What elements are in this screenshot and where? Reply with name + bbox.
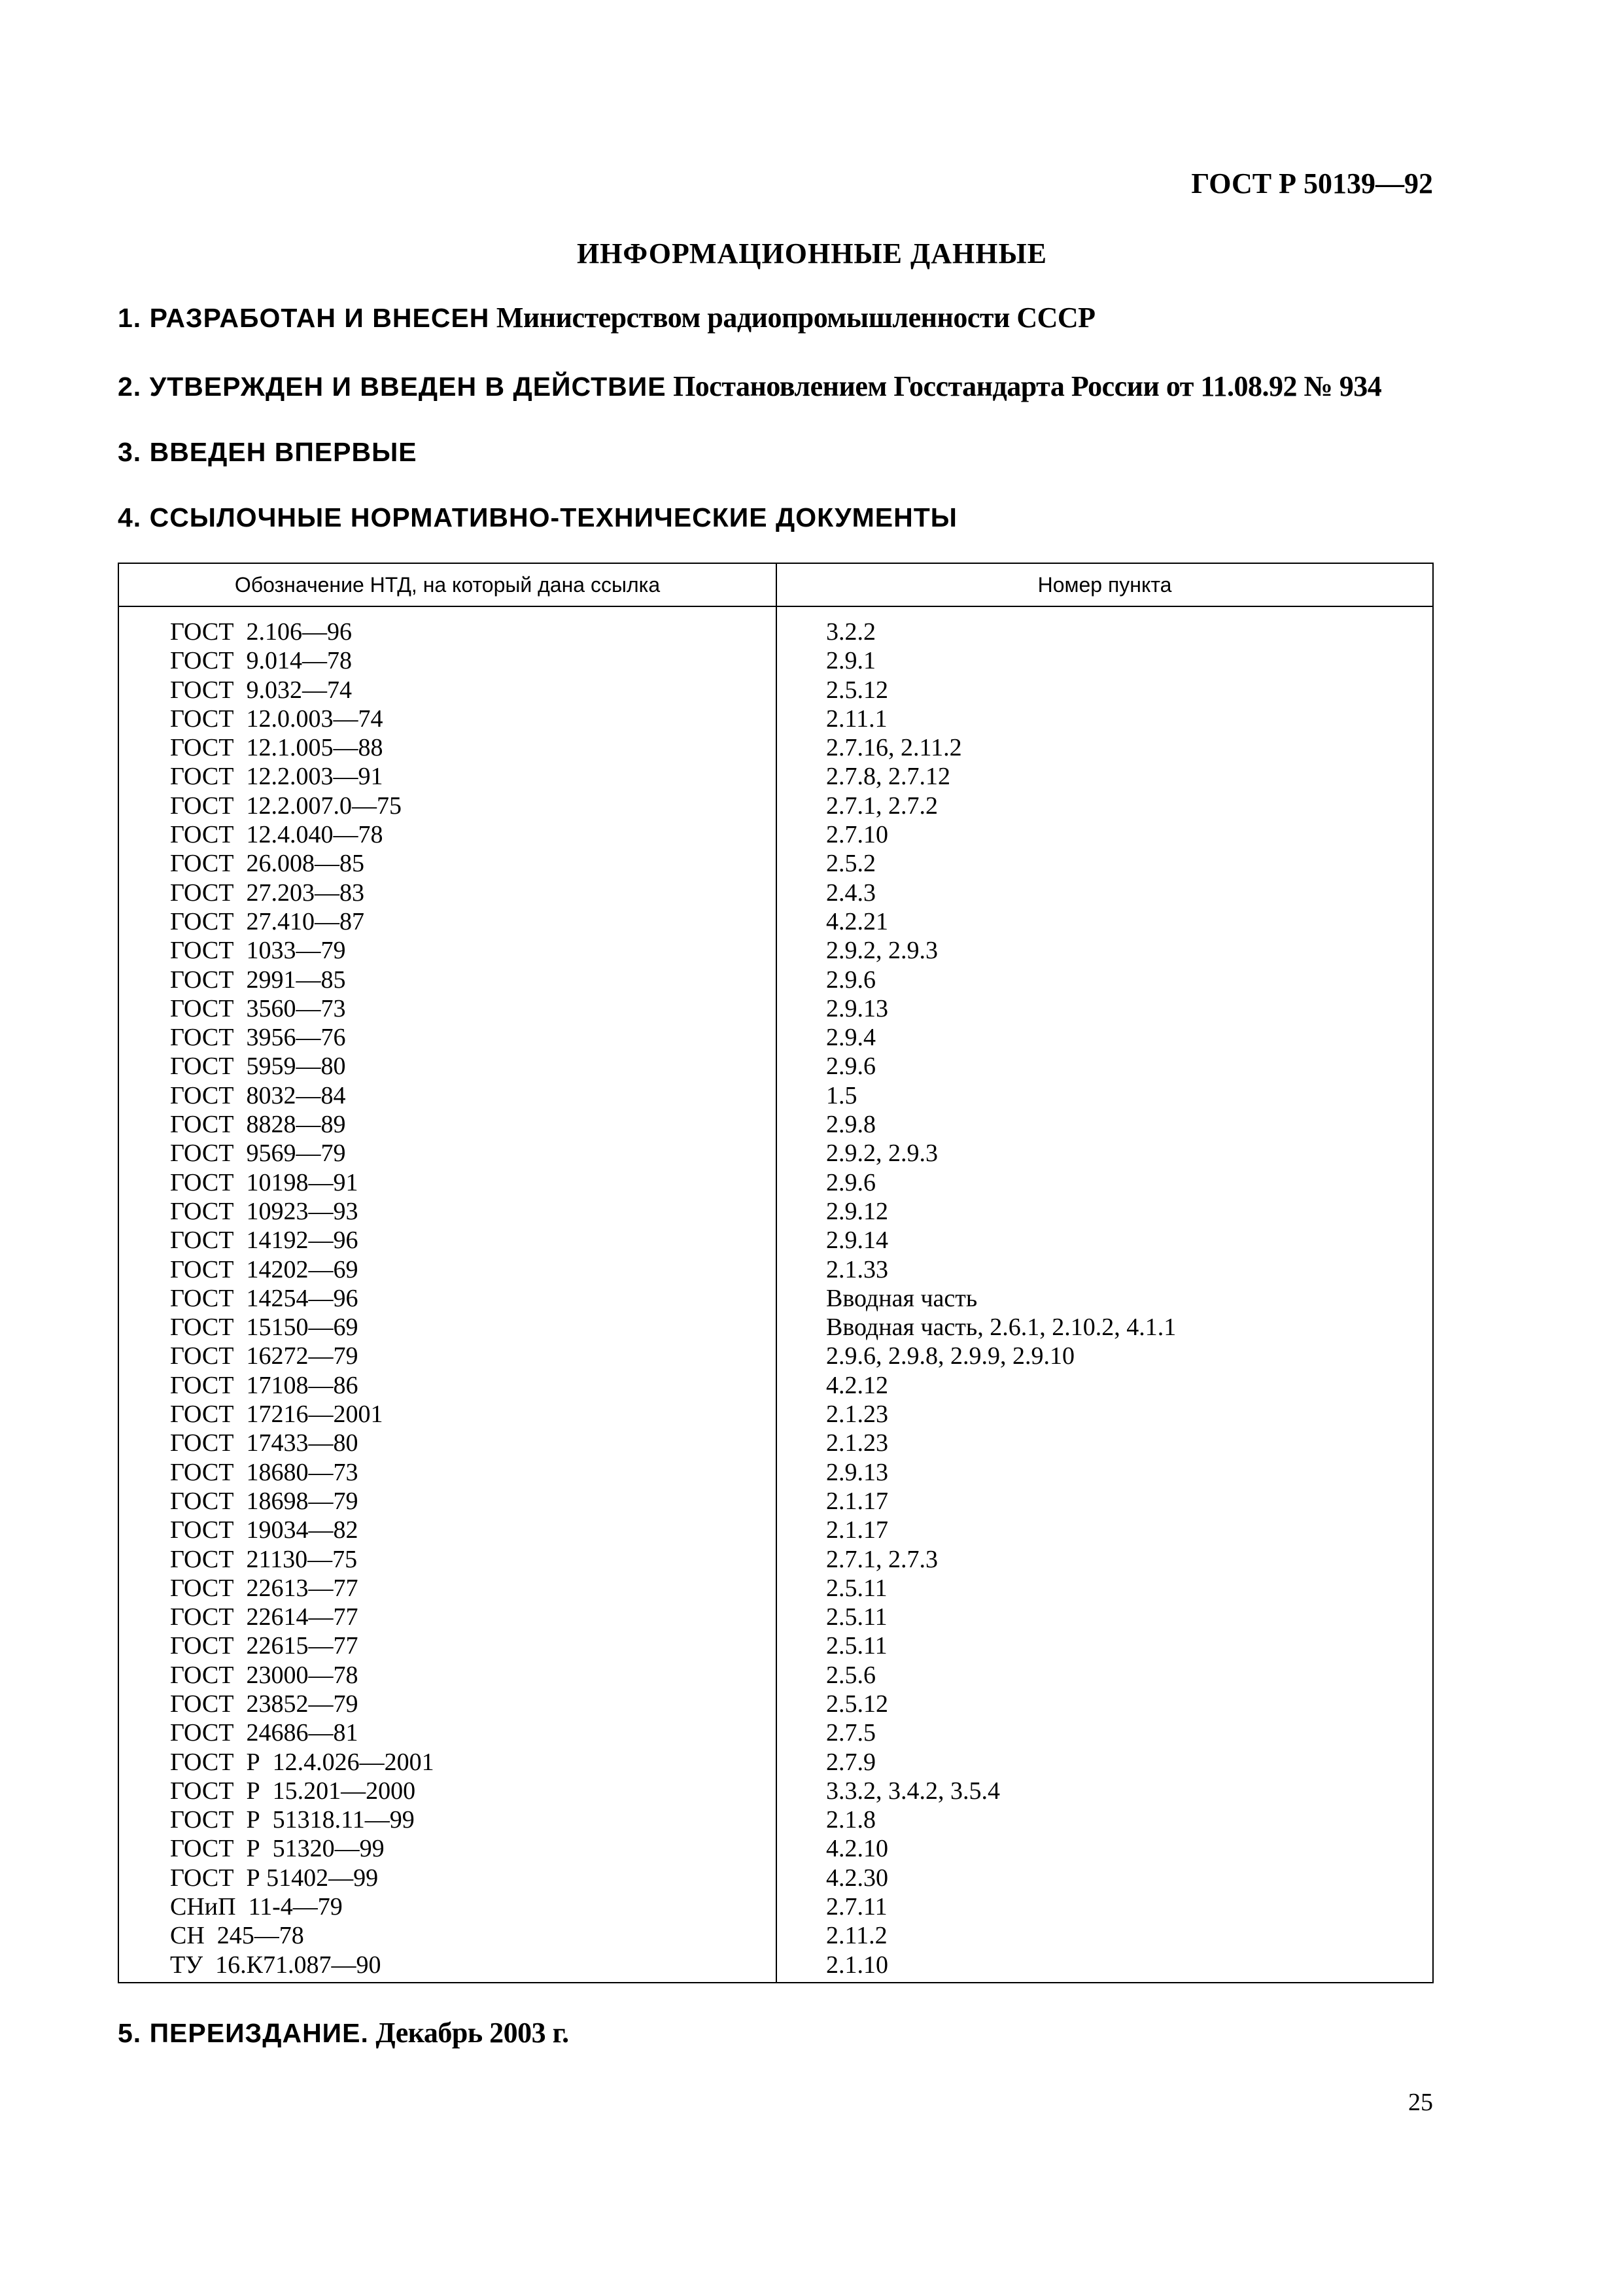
- table-row: [119, 1777, 1432, 1805]
- table-cell-designation: ГОСТ 9569—79: [170, 1139, 346, 1168]
- table-cell-designation: ГОСТ 18698—79: [170, 1487, 358, 1515]
- table-cell-clause: 2.9.13: [826, 994, 888, 1022]
- table-cell-clause: 4.2.12: [826, 1371, 888, 1399]
- table-cell-clause: 2.9.1: [826, 647, 876, 675]
- table-cell-clause: 2.9.12: [826, 1197, 888, 1225]
- info-item-first-introduced: [118, 435, 417, 468]
- table-cell-clause: 2.9.8: [826, 1111, 876, 1139]
- table-cell-clause: 2.4.3: [826, 878, 876, 907]
- table-row: [119, 820, 1432, 849]
- table-cell-designation: ГОСТ 22615—77: [170, 1632, 358, 1660]
- table-row: [119, 849, 1432, 878]
- table-cell-clause: 2.5.12: [826, 1690, 888, 1718]
- table-row: [119, 704, 1432, 733]
- table-row: [119, 762, 1432, 791]
- table-cell-clause: 4.2.21: [826, 907, 888, 935]
- table-row: [119, 1516, 1432, 1544]
- table-cell-clause: 2.5.6: [826, 1661, 876, 1689]
- table-cell-clause: 2.5.11: [826, 1603, 888, 1631]
- table-cell-designation: ГОСТ 23000—78: [170, 1661, 358, 1689]
- table-cell-clause: 2.1.23: [826, 1429, 888, 1457]
- table-row: [119, 1458, 1432, 1487]
- table-cell-clause: 2.9.2, 2.9.3: [826, 1139, 938, 1168]
- table-cell-designation: ГОСТ 12.1.005—88: [170, 734, 383, 762]
- table-cell-clause: 2.7.1, 2.7.2: [826, 791, 938, 820]
- table-cell-designation: ГОСТ 3560—73: [170, 994, 346, 1022]
- table-cell-clause: 2.1.17: [826, 1487, 888, 1515]
- table-row: [119, 1197, 1432, 1226]
- table-cell-designation: ГОСТ 17433—80: [170, 1429, 358, 1457]
- table-cell-designation: ГОСТ Р 51402—99: [170, 1864, 379, 1892]
- table-row: [119, 1661, 1432, 1690]
- table-cell-clause: 2.9.6: [826, 1168, 876, 1196]
- table-cell-clause: 2.5.11: [826, 1632, 888, 1660]
- table-cell-designation: ГОСТ 18680—73: [170, 1458, 358, 1486]
- table-row: [119, 1168, 1432, 1197]
- table-cell-clause: 4.2.10: [826, 1835, 888, 1863]
- table-cell-designation: ГОСТ 12.2.003—91: [170, 763, 383, 791]
- table-cell-designation: ГОСТ Р 51318.11—99: [170, 1806, 415, 1834]
- table-row: [119, 1545, 1432, 1574]
- table-cell-clause: 2.9.6: [826, 1052, 876, 1081]
- table-cell-designation: ГОСТ 8032—84: [170, 1081, 346, 1109]
- table-cell-clause: 2.1.8: [826, 1806, 876, 1834]
- table-cell-designation: ГОСТ 2991—85: [170, 965, 346, 994]
- table-cell-clause: 2.7.16, 2.11.2: [826, 734, 962, 762]
- table-row: [119, 1023, 1432, 1052]
- table-row: [119, 1255, 1432, 1284]
- table-cell-clause: 2.5.12: [826, 676, 888, 704]
- info-item-lead: 4. ССЫЛОЧНЫЕ НОРМАТИВНО-ТЕХНИЧЕСКИЕ ДОКУМЕНТЫ: [118, 502, 958, 532]
- table-cell-designation: ГОСТ 10923—93: [170, 1197, 358, 1225]
- table-cell-clause: 2.1.10: [826, 1951, 888, 1979]
- table-cell-designation: ГОСТ 27.203—83: [170, 878, 364, 907]
- table-row: [119, 878, 1432, 907]
- table-cell-clause: Вводная часть: [826, 1284, 978, 1312]
- table-row: [119, 1081, 1432, 1110]
- info-item-lead: 1. РАЗРАБОТАН И ВНЕСЕН: [118, 303, 490, 333]
- table-row: [119, 907, 1432, 936]
- table-cell-clause: 2.9.4: [826, 1024, 876, 1052]
- info-item-lead: 2. УТВЕРЖДЕН И ВВЕДЕН В ДЕЙСТВИЕ: [118, 372, 666, 402]
- table-row: [119, 1951, 1432, 1979]
- table-cell-clause: 2.9.6, 2.9.8, 2.9.9, 2.9.10: [826, 1342, 1075, 1370]
- table-row: [119, 646, 1432, 675]
- info-item-reissue: [118, 2016, 569, 2049]
- table-cell-clause: 2.7.1, 2.7.3: [826, 1545, 938, 1573]
- table-row: [119, 617, 1432, 646]
- info-item-lead: 5. ПЕРЕИЗДАНИЕ.: [118, 2018, 369, 2048]
- table-row: [119, 1284, 1432, 1313]
- table-cell-clause: 2.5.2: [826, 850, 876, 878]
- info-item-text: Постановлением Госстандарта России от 11.08.92 № 934: [666, 370, 1382, 402]
- table-row: [119, 1313, 1432, 1342]
- table-row: [119, 994, 1432, 1023]
- table-cell-designation: ГОСТ Р 15.201—2000: [170, 1777, 416, 1805]
- table-cell-clause: 2.7.9: [826, 1748, 876, 1776]
- table-row: [119, 965, 1432, 994]
- table-cell-designation: ГОСТ 3956—76: [170, 1024, 346, 1052]
- table-cell-designation: ГОСТ 2.106—96: [170, 618, 352, 646]
- table-cell-clause: 2.7.5: [826, 1719, 876, 1747]
- table-cell-clause: 1.5: [826, 1081, 857, 1109]
- table-row: [119, 1718, 1432, 1747]
- table-cell-clause: 2.7.10: [826, 821, 888, 849]
- table-cell-designation: ГОСТ Р 51320—99: [170, 1835, 385, 1863]
- table-body: [119, 617, 1432, 1979]
- table-cell-clause: 3.3.2, 3.4.2, 3.5.4: [826, 1777, 1000, 1805]
- table-cell-designation: ГОСТ 22614—77: [170, 1603, 358, 1631]
- table-row: [119, 936, 1432, 965]
- table-cell-clause: 4.2.30: [826, 1864, 888, 1892]
- table-row: [119, 1487, 1432, 1516]
- table-row: [119, 1690, 1432, 1718]
- table-cell-designation: ГОСТ 22613—77: [170, 1574, 358, 1602]
- table-cell-clause: 2.9.2, 2.9.3: [826, 937, 938, 965]
- table-row: [119, 1603, 1432, 1631]
- table-cell-clause: 2.7.8, 2.7.12: [826, 763, 950, 791]
- table-cell-clause: 2.9.6: [826, 965, 876, 994]
- table-cell-designation: ГОСТ 14254—96: [170, 1284, 358, 1312]
- table-cell-clause: 2.1.33: [826, 1255, 888, 1283]
- table-row: [119, 1631, 1432, 1660]
- table-cell-designation: ГОСТ 27.410—87: [170, 907, 364, 935]
- table-row: [119, 1110, 1432, 1139]
- table-cell-designation: ГОСТ Р 12.4.026—2001: [170, 1748, 434, 1776]
- table-cell-clause: 2.7.11: [826, 1893, 888, 1921]
- table-row: [119, 1139, 1432, 1168]
- table-cell-designation: ГОСТ 19034—82: [170, 1516, 358, 1544]
- table-row: [119, 733, 1432, 762]
- table-cell-designation: ГОСТ 15150—69: [170, 1313, 358, 1342]
- info-item-references: [118, 500, 958, 534]
- table-cell-designation: ГОСТ 14202—69: [170, 1255, 358, 1283]
- table-cell-designation: ГОСТ 23852—79: [170, 1690, 358, 1718]
- info-item-text: Министерством радиопромышленности СССР: [489, 302, 1096, 334]
- table-row: [119, 1429, 1432, 1457]
- table-cell-clause: 2.5.11: [826, 1574, 888, 1602]
- table-row: [119, 1921, 1432, 1950]
- table-cell-designation: СН 245—78: [170, 1922, 304, 1950]
- table-row: [119, 791, 1432, 820]
- table-cell-designation: ГОСТ 5959—80: [170, 1052, 346, 1081]
- table-cell-designation: ГОСТ 16272—79: [170, 1342, 358, 1370]
- page-title: ИНФОРМАЦИОННЫЕ ДАННЫЕ: [576, 237, 1048, 270]
- table-cell-designation: ГОСТ 9.014—78: [170, 647, 352, 675]
- table-header-designation: Обозначение НТД, на который дана ссылка: [234, 573, 661, 597]
- table-cell-designation: ГОСТ 9.032—74: [170, 676, 352, 704]
- table-cell-designation: ГОСТ 1033—79: [170, 937, 346, 965]
- table-cell-clause: 2.11.1: [826, 704, 888, 733]
- table-cell-designation: ГОСТ 8828—89: [170, 1111, 346, 1139]
- table-cell-designation: ГОСТ 12.4.040—78: [170, 821, 383, 849]
- table-cell-designation: ГОСТ 26.008—85: [170, 850, 364, 878]
- table-cell-clause: 2.1.17: [826, 1516, 888, 1544]
- info-item-developed: [118, 301, 1096, 334]
- page-number: 25: [1408, 2089, 1433, 2116]
- table-cell-clause: Вводная часть, 2.6.1, 2.10.2, 4.1.1: [826, 1313, 1177, 1342]
- table-cell-designation: ГОСТ 17108—86: [170, 1371, 358, 1399]
- table-row: [119, 1226, 1432, 1255]
- table-cell-clause: 2.9.13: [826, 1458, 888, 1486]
- table-cell-designation: ГОСТ 10198—91: [170, 1168, 358, 1196]
- table-cell-designation: ГОСТ 14192—96: [170, 1226, 358, 1255]
- info-item-lead: 3. ВВЕДЕН ВПЕРВЫЕ: [118, 437, 417, 467]
- table-cell-designation: ГОСТ 24686—81: [170, 1719, 358, 1747]
- table-row: [119, 1574, 1432, 1603]
- table-row: [119, 1342, 1432, 1370]
- table-cell-designation: СНиП 11-4—79: [170, 1893, 343, 1921]
- table-row: [119, 1892, 1432, 1921]
- table-header-clause: Номер пункта: [1037, 573, 1172, 597]
- table-cell-designation: ГОСТ 12.0.003—74: [170, 704, 383, 733]
- table-row: [119, 1371, 1432, 1400]
- info-item-approved: [118, 370, 1381, 403]
- table-row: [119, 1748, 1432, 1777]
- document-code: ГОСТ Р 50139—92: [1191, 167, 1433, 200]
- table-row: [119, 1805, 1432, 1834]
- table-cell-clause: 3.2.2: [826, 618, 876, 646]
- table-row: [119, 1052, 1432, 1081]
- table-row: [119, 1864, 1432, 1892]
- reference-table: [118, 563, 1434, 1983]
- table-row: [119, 1834, 1432, 1863]
- table-cell-designation: ГОСТ 17216—2001: [170, 1400, 383, 1429]
- table-cell-clause: 2.11.2: [826, 1922, 888, 1950]
- table-row: [119, 1400, 1432, 1429]
- table-cell-clause: 2.1.23: [826, 1400, 888, 1429]
- table-cell-designation: ТУ 16.К71.087—90: [170, 1951, 381, 1979]
- info-item-text: Декабрь 2003 г.: [368, 2017, 569, 2049]
- table-cell-clause: 2.9.14: [826, 1226, 888, 1255]
- table-cell-designation: ГОСТ 21130—75: [170, 1545, 358, 1573]
- table-cell-designation: ГОСТ 12.2.007.0—75: [170, 791, 402, 820]
- table-row: [119, 676, 1432, 704]
